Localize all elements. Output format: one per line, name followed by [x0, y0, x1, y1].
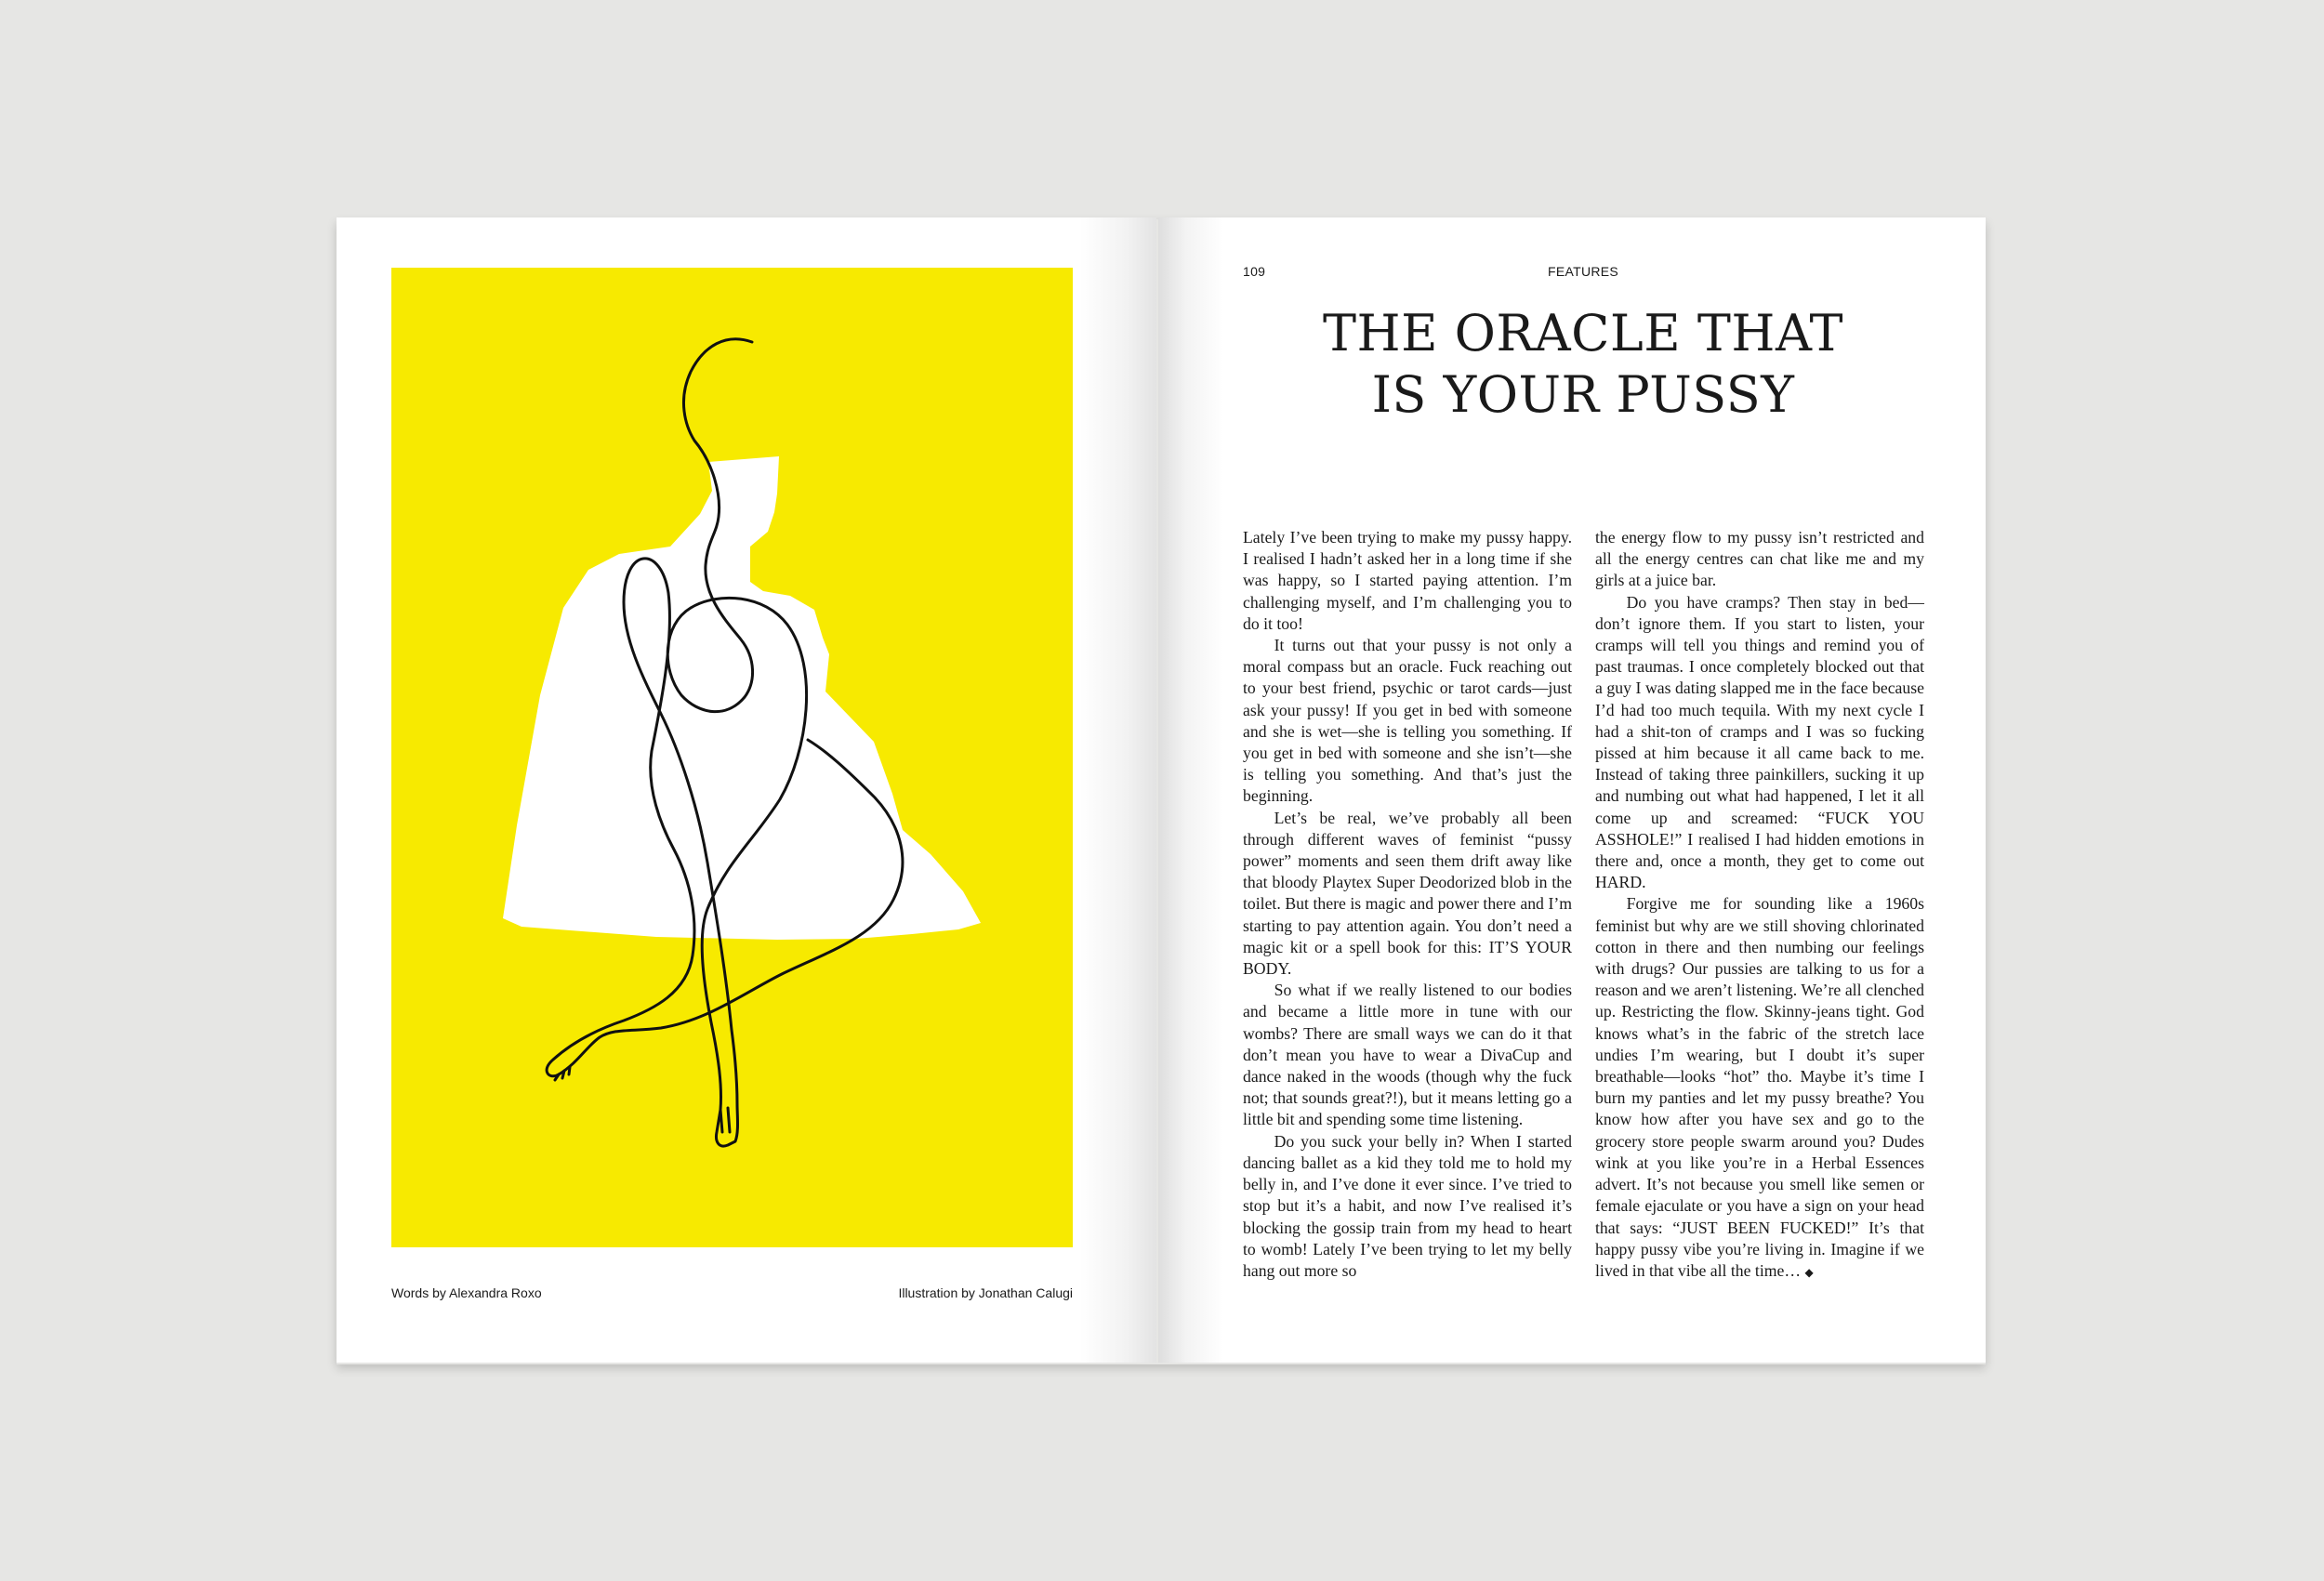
white-silhouette-shape	[503, 456, 981, 940]
paragraph	[1595, 893, 1924, 1284]
paragraph: Lately I’ve been trying to make my pussy happy. I realised I hadn’t asked her in a long time if she was happy, so I started paying attention. I’m challenging myself, and I’m challenging you to do it too!	[1243, 528, 1572, 633]
section-label: FEATURES	[1548, 264, 1619, 279]
text-column-2	[1595, 527, 1924, 1284]
paragraph-text: Forgive me for sounding like a 1960s feminist but why are we still shoving chlorinated cotton in there and then numbing our feelings with drugs? Our pussies are talking to us for a reason and we aren’t listening. We’re all clenched up. Restricting the flow. Skinny-jeans tight. God knows what’s in the fabric of the stretch lace undies I’m wearing, but I doubt it’s super breathable—looks “hot” tho. Maybe it’s time I burn my panties and let my pussy breathe? You know how after you have sex and go to the grocery store people swarm around you? Dudes wink at you like you’re in a Herbal Essences advert. It’s not because you smell like semen or female ejaculate or you have a sign on your head that says: “JUST BEEN FUCKED!” It’s that happy pussy vibe you’re living in. Imagine if we lived in that vibe all the time…	[1595, 894, 1924, 1280]
illustration	[391, 268, 1073, 1247]
paragraph: It turns out that your pussy is not only a moral compass but an oracle. Fuck reaching out to your best friend, psychic or tarot cards—just ask your pussy! If you get in bed with someone and she is wet—she is telling you something. If you get in bed with someone and she isn’t—she is telling you something. And that’s just the beginning.	[1243, 636, 1572, 806]
paragraph: Let’s be real, we’ve probably all been through different waves of feminist “pussy power” moments and seen them drift away like that bloody Playtex Super Deodorized blob in the toilet. But there is magic and power there and I’m starting to pay attention again. You don’t need a magic kit or a spell book for this: IT’S YOUR BODY.	[1243, 808, 1572, 979]
paragraph: the energy flow to my pussy isn’t restricted and all the energy centres can chat like me and my girls at a juice bar.	[1595, 528, 1924, 590]
text-column-1	[1243, 527, 1572, 1282]
title-line-2: IS YOUR PUSSY	[1371, 365, 1795, 424]
paragraph: Do you have cramps? Then stay in bed—don’t ignore them. If you start to listen, your cramps will tell you things and remind you of past traumas. I once completely blocked out that a guy I was dating slapped me in the face because I’d had too much tequila. With my next cycle I had a shit-ton of cramps and I was so fucking pissed at him because it all came back to me. Instead of taking three painkillers, sucking it up and numbing out what had happened, I let it all come up and screamed: “FUCK YOU ASSHOLE!” I realised I had hidden emotions in there and, once a month, they get to come out HARD.	[1595, 592, 1924, 892]
dancer-illustration	[391, 268, 1073, 1247]
paragraph: So what if we really listened to our bodies and became a little more in tune with our wombs? There are small ways we can do it that don’t mean you have to wear a DivaCup and dance naked in the woods (though why the fuck not; that sounds great?!), but it means letting go a little bit and spending some time listening.	[1243, 981, 1572, 1129]
end-mark-icon: ◆	[1804, 1265, 1814, 1279]
article-title	[1243, 303, 1923, 426]
credit-words: Words by Alexandra Roxo	[391, 1285, 542, 1300]
credit-illustration: Illustration by Jonathan Calugi	[898, 1285, 1073, 1300]
page-number: 109	[1243, 264, 1266, 279]
title-line-1: THE ORACLE THAT	[1322, 304, 1844, 362]
paragraph: Do you suck your belly in? When I started dancing ballet as a kid they told me to hold my belly in, and I’ve done it ever since. I’ve tried to stop but it’s a habit, and now I’ve realised it’s blocking the gossip train from my head to heart to womb! Lately I’ve been trying to let my belly hang out more so	[1243, 1131, 1572, 1280]
